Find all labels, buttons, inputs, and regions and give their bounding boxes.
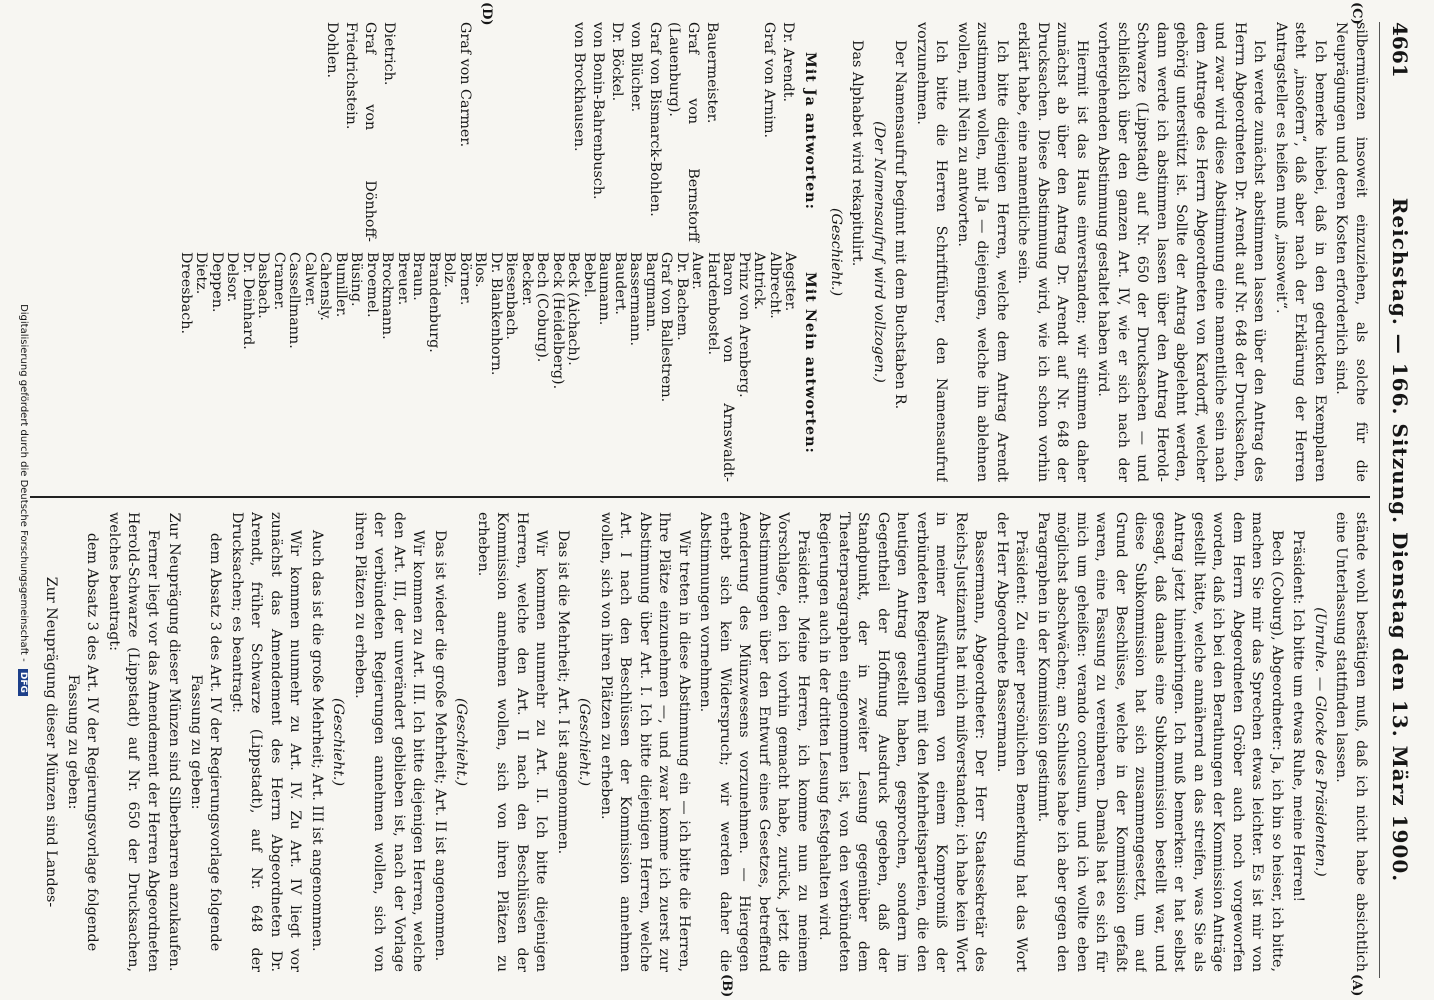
- paragraph: dem Absatz 3 des Art. IV der Regierungsvorlage folgende Fassung zu geben:: [65, 532, 101, 952]
- list-item: Calwer.: [302, 252, 318, 307]
- paragraph: Der Namensaufruf beginnt mit dem Buchstaben R.: [892, 40, 909, 410]
- list-item: [475, 22, 494, 242]
- ja-list: [323, 22, 798, 242]
- paragraph: Zur Neuprägung dieser Münzen sind Silberbarren anzukaufen.: [166, 512, 183, 972]
- paragraph: Bassermann, Abgeordneter: Der Herr Staatssekretär des Reichs-Justizamts hat mich mißverstanden; ich habe kein Wort in meiner Ausführungen von einem Kompromiß der verbündeten Regierungen mit den Mehrheitsparteien, die den heutigen Antrag gestellt haben, gesprochen, sondern im Gegentheil der Hoffnung Ausdruck gegeben, daß der Standpunkt, der in zweiter Lesung gegenüber dem Theaterparagraphen eingenommen ist, von den verbündeten Regierungen auch in der dritten Lesung festgehalten wird.: [816, 512, 989, 972]
- list-item: Dr. Arendt.: [780, 22, 797, 103]
- list-item: [741, 22, 760, 242]
- list-item: Dietrich.: [381, 22, 398, 86]
- list-item: Beck (Heidelberg).: [550, 252, 566, 390]
- paragraph: Ich werde zunächst abstimmen lassen über den Antrag des Herrn Abgeordneten Dr. Arendt auf Nr. 648 der Drucksachen, und zwar wird diese Abstimmung eine namentliche sein nach dem Antrage des Herrn Abgeordneten von Kardorff, welcher gehörig unterstützt ist. Sollte der Antrag abgelehnt werden, dann werde ich abstimmen lassen über den Antrag Herold-Schwarze (Lippstadt) auf Nr. 650 der Drucksachen — und schließlich über den ganzen Art. IV, wie er sich nach der vorhergehenden Abstimmung gestaltet haben wird.: [1095, 22, 1268, 482]
- list-item: Dasbach.: [255, 252, 272, 319]
- list-item: [532, 22, 551, 242]
- list-item: Albrecht.: [767, 252, 783, 319]
- paragraph: Ich bemerke hiebei, daß in den gedruckten Exemplaren steht „insofern“, daß aber nach der Erklärung der Herren Antragsteller es heißen muß „insoweit“.: [1273, 22, 1328, 482]
- paragraph: Das ist die Mehrheit; Art. I ist angenommen.: [555, 530, 571, 855]
- paragraph: (Unruhe. — Glocke des Präsidenten.): [1312, 607, 1328, 877]
- nein-header: Mit Nein antworten:: [802, 272, 819, 454]
- list-item: Cassellmann.: [286, 252, 303, 349]
- list-item: Auer.: [689, 252, 706, 290]
- paragraph: (Geschieht.): [330, 697, 347, 787]
- list-item: Becker.: [519, 252, 535, 306]
- paragraph: (Geschieht.): [576, 697, 593, 787]
- paragraph: Ich bitte die Herren Schriftführer, den Namensaufruf vorzunehmen.: [914, 22, 950, 482]
- margin-letter-d: (D): [479, 2, 494, 26]
- list-item: Beck (Aichach).: [565, 252, 582, 366]
- list-item: Broemel.: [364, 252, 380, 318]
- list-item: Biesenbach.: [503, 252, 520, 340]
- list-item: [722, 22, 741, 242]
- list-item: Bolz.: [441, 252, 458, 288]
- paragraph: (Geschieht.): [828, 207, 844, 297]
- list-item: Büsing.: [348, 252, 365, 307]
- list-item: Graf von Arnim.: [761, 22, 778, 139]
- paragraph: Wir treten in diese Abstimmung ein — ich bitte die Herren, Ihre Plätze einzunehmen —, und zwar komme ich zuerst zur Abstimmung über Art. I. Ich bitte diejenigen Herren, welche Art. I nach den Beschlüssen der Kommission annehmen wollen, sich von ihren Plätzen zu erheben.: [598, 512, 692, 972]
- list-item: Börner.: [457, 252, 473, 306]
- list-item: Bebel.: [581, 252, 597, 298]
- list-item: Dietz.: [193, 252, 210, 295]
- paragraph: Wir kommen nunmehr zu Art. II. Ich bitte diejenigen Herren, welche den Art. II nach den Beschlüssen der Kommission annehmen wollen, sich von ihren Plätzen zu erheben.: [475, 512, 550, 972]
- list-item: Aegster.: [782, 252, 799, 312]
- footer-text: Digitalisierung gefördert durch die Deutsche Forschungsgemeinschaft -: [18, 304, 29, 662]
- list-item: Breuer.: [395, 252, 411, 306]
- list-item: Baron von Arnswaldt-Hardenbostel.: [705, 252, 737, 482]
- paragraph: Wir kommen zu Art. III. Ich bitte diejenigen Herren, welche den Art. III, der unverändert geblieben ist, nach der Vorlage der verbündeten Regierungen annehmen wollen, sich von ihren Plätzen zu erheben.: [352, 512, 427, 972]
- list-item: von Brockhausen.: [571, 22, 588, 152]
- page-number: 4661: [1388, 22, 1412, 78]
- list-item: Dreesbach.: [178, 252, 194, 334]
- list-item: Dohlen.: [324, 22, 341, 79]
- list-item: [494, 22, 513, 242]
- paragraph: Zur Neuprägung dieser Münzen sind Landes-: [43, 576, 60, 908]
- paragraph: Präsident: Ich bitte um etwas Ruhe, meine Herren!: [1290, 530, 1307, 903]
- list-item: Bargmann.: [643, 252, 659, 333]
- list-item: Bumiller.: [333, 252, 349, 318]
- page-header: [1384, 22, 1418, 978]
- paragraph: (Geschieht.): [453, 697, 470, 787]
- list-item: Graf von Ballestrem.: [658, 252, 675, 403]
- list-item: Dr. Deinhard.: [240, 252, 256, 350]
- list-item: [551, 22, 570, 242]
- left-column: [30, 22, 1370, 482]
- list-item: Cramer.: [271, 252, 287, 311]
- list-item: Blos.: [472, 252, 489, 288]
- page-footer: [5, 0, 29, 1000]
- list-item: Graf von Carmer.: [457, 22, 474, 148]
- list-item: Dr. Blankenhorn.: [488, 252, 504, 376]
- paragraph: Das Alphabet wird rekapitulirt.: [849, 40, 866, 267]
- paragraph: stände wohl bestätigen muß, daß ich nicht habe absichtlich eine Unterlassung stattfinden lassen.: [1333, 512, 1369, 972]
- ja-header: Mit Ja antworten:: [802, 52, 819, 210]
- margin-letter-c: (C): [1349, 2, 1364, 25]
- list-item: Delsor.: [224, 252, 241, 303]
- list-item: [418, 22, 437, 242]
- paragraph: Ich bitte diejenigen Herren, welche dem Antrag Arendt zustimmen wollen, mit Ja — diejenigen, welche ihn ablehnen wollen, mit Nein zu antworten.: [955, 22, 1010, 482]
- list-item: Graf von Bernstorff (Lauenburg).: [666, 22, 702, 242]
- dfg-logo: DFG: [18, 669, 28, 696]
- list-item: Graf von Dönhoff-Friedrichstein.: [343, 22, 379, 242]
- nein-list: [178, 252, 798, 482]
- list-item: Bech (Coburg).: [534, 252, 551, 363]
- list-item: Prinz von Arenberg.: [736, 252, 752, 398]
- list-item: Cahensly.: [317, 252, 334, 321]
- paragraph: Wir kommen nunmehr zu Art. IV. Zu Art. IV liegt vor zunächst das Amendement des Herrn Abgeordneten Dr. Arendt, früher Schwarze (Lippstadt), auf Nr. 648 der Drucksachen; es beantragt:: [229, 512, 304, 972]
- list-item: Brockmann.: [379, 252, 396, 340]
- paragraph: Hiermit ist das Haus einverstanden; wir stimmen daher zunächst ab über den Antrag Dr. Arendt auf Nr. 648 der Drucksachen. Diese Abstimmung wird, wie ich schon vorhin erklärt habe, eine namentliche sein.: [1015, 22, 1090, 482]
- margin-letter-b: (B): [719, 974, 734, 998]
- list-item: von Bonin-Bahrenbusch.: [590, 22, 607, 200]
- margin-letter-a: (A): [1349, 974, 1364, 997]
- paragraph: (Der Namensaufruf wird vollzogen.): [871, 121, 887, 383]
- list-item: Deppen.: [209, 252, 225, 313]
- list-item: von Blücher.: [628, 22, 645, 113]
- paragraph: Ferner liegt vor das Amendement der Herren Abgeordneten Herold-Schwarze (Lippstadt) auf Nr. 650 der Drucksachen, welches beantragt:: [106, 512, 161, 972]
- list-item: Dr. Bachem.: [674, 252, 690, 341]
- list-item: Dr. Böckel.: [609, 22, 626, 102]
- list-item: Bassermann.: [627, 252, 644, 347]
- page-title: Reichstag. — 166. Sitzung. Dienstag den 13. März 1900.: [1388, 197, 1412, 883]
- list-item: Antrick.: [751, 252, 768, 310]
- list-item: Baumann.: [596, 252, 613, 326]
- header-rule: [1379, 22, 1380, 978]
- paragraph: silbermünzen insoweit einzuziehen, als solche für die Neuprägungen und deren Kosten erforderlich sind.: [1333, 22, 1369, 482]
- list-item: Graf von Bismarck-Bohlen.: [647, 22, 664, 217]
- list-item: Baudert.: [612, 252, 628, 315]
- list-item: Brandenburg.: [426, 252, 442, 353]
- right-column: [30, 512, 1370, 972]
- list-item: Braun.: [410, 252, 427, 301]
- paragraph: Auch das ist die große Mehrheit; Art. III ist angenommen.: [309, 530, 325, 952]
- list-item: [437, 22, 456, 242]
- list-item: [513, 22, 532, 242]
- paragraph: Bech (Coburg), Abgeordneter: Ja, ich bin so heiser, ich bitte, machen Sie mir das Sprechen etwas leichter. Es ist mir von dem Herrn Abgeordneten Gröber auch noch vorgeworfen worden, daß ich bei den Berathungen der Kommission Anträge gestellt hätte, welche annähernd an das streifen, was Sie als Antrag jetzt hineinbringen. Ich muß bemerken: er hat selbst gesagt, daß damals eine Subkommission bestellt war, und diese Subkommission hat sich zusammengesetzt, um auf Grund der Beschlüsse, welche in der Kommission gefaßt waren, eine Fassung zu vereinbaren. Damals hat es sich für mich um geheißen: verando conclusum, und ich wollte eben möglichst abschwächen; am Schlusse habe ich aber gegen den Paragraphen in der Kommission gestimmt.: [1035, 512, 1285, 972]
- paragraph: Präsident: Zu einer persönlichen Bemerkung hat das Wort der Herr Abgeordnete Bassermann.: [994, 512, 1030, 972]
- roll-call-lists: [180, 22, 820, 482]
- list-item: [399, 22, 418, 242]
- list-item: Bauermeister.: [704, 22, 721, 124]
- paragraph: Das ist wieder die große Mehrheit; Art. II ist angenommen.: [432, 530, 448, 962]
- column-divider: [30, 496, 1370, 498]
- paragraph: dem Absatz 3 des Art. IV der Regierungsvorlage folgende Fassung zu geben:: [188, 532, 224, 952]
- paragraph: Präsident: Meine Herren, ich komme nun zu meinem Vorschlage, den ich vorhin gemacht habe, zurück, jetzt die Abstimmungen über den Entwurf eines Gesetzes, betreffend Aenderung des Münzwesens vorzunehmen. — Hiergegen erhebt sich kein Widerspruch; wir werden daher die Abstimmungen vornehmen.: [697, 512, 811, 972]
